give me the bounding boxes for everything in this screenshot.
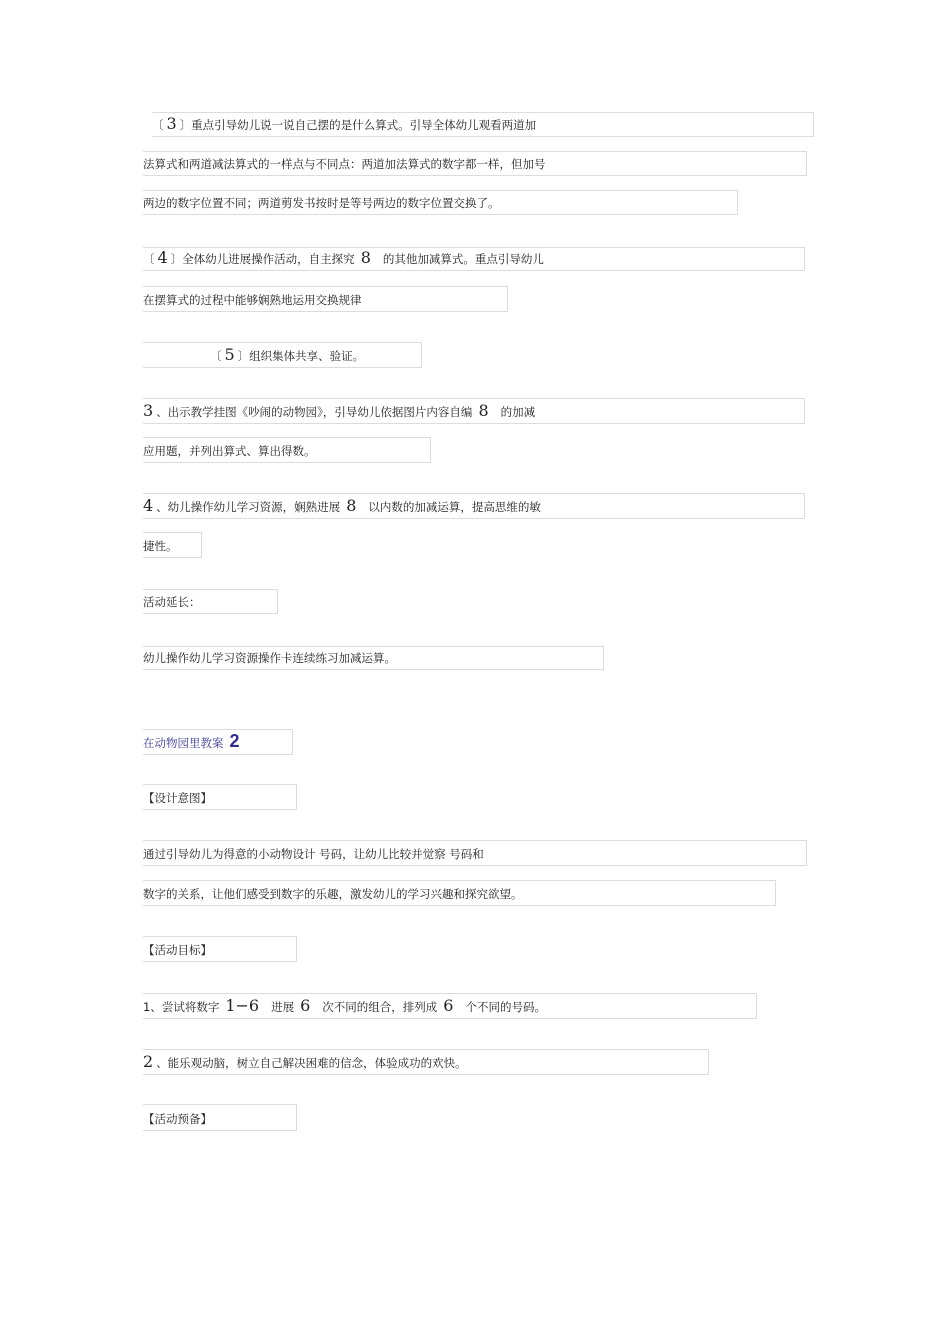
paragraph-5 [143,342,422,368]
section-title: 【活动预备】 [143,1111,212,1126]
preparation-title [143,1104,297,1131]
paragraph-text: 捷性。 [143,538,178,553]
step-4-line-1 [143,493,805,519]
paragraph-text: 〕全体幼儿进展操作活动，自主探究 [170,251,355,266]
section-title: 【活动目标】 [143,942,212,957]
paragraph-text: 、幼儿操作幼儿学习资源，娴熟进展 [156,499,341,514]
bracket-open: 〔 [210,348,222,363]
design-intent-line-1 [143,840,807,866]
lesson-number: 2 [229,731,240,751]
paragraph-text: 应用题，并列出算式、算出得数。 [143,443,316,458]
paragraph-text: 〕组织集体共享、验证。 [237,348,365,363]
number-six: 6 [300,996,311,1015]
paragraph-3-line-1 [152,112,814,137]
bracket-open: 〔 [152,117,164,132]
paragraph-3-line-3 [143,190,738,215]
paragraph-4-line-1 [143,247,805,271]
section-title: 活动延长： [143,594,201,609]
paragraph-4-line-2 [143,286,508,312]
paragraph-text: 个不同的号码。 [465,999,546,1014]
paragraph-3-line-2 [143,151,807,176]
paragraph-text: 幼儿操作幼儿学习资源操作卡连续练习加减运算。 [143,650,396,665]
number-eight: 8 [346,496,357,515]
paragraph-text: 通过引导幼儿为得意的小动物设计 号码，让幼儿比较并觉察 号码和 [143,846,484,861]
goal-1 [143,993,757,1019]
paragraph-text: 进展 [271,999,295,1014]
design-intent-line-2 [143,880,776,906]
paragraph-text: 的其他加减算式。重点引导幼儿 [382,251,544,266]
section-title: 【设计意图】 [143,790,212,805]
paragraph-text: 两边的数字位置不同；两道剪发书按时是等号两边的数字位置交换了。 [143,195,500,210]
item-number: 5 [224,345,235,364]
goal-2 [143,1049,709,1075]
step-number: 4 [143,496,154,515]
paragraph-text: 次不同的组合，排列成 [322,999,438,1014]
lesson-title-text: 在动物园里教案 [143,735,224,750]
extension-title [143,589,278,614]
step-3-line-1 [143,398,805,424]
paragraph-text: 〕重点引导幼儿说一说自己摆的是什么算式。引导全体幼儿观看两道加 [179,117,537,132]
item-number: 4 [157,248,168,267]
paragraph-text: 、出示教学挂图《吵闹的动物园》，引导幼儿依据图片内容自编 [156,404,473,419]
number-eight: 8 [478,401,489,420]
goals-title [143,936,297,962]
paragraph-text: 法算式和两道减法算式的一样点与不同点：两道加法算式的数字都一样，但加号 [143,156,546,171]
lesson-2-title [143,729,293,755]
step-4-line-2 [143,532,202,558]
number-eight: 8 [360,248,371,267]
paragraph-text: 在摆算式的过程中能够娴熟地运用交换规律 [143,292,362,307]
goal-number: 2 [143,1052,154,1071]
step-number: 3 [143,401,154,420]
step-3-line-2 [143,437,431,463]
design-intent-title [143,784,297,810]
item-number: 3 [166,114,177,133]
paragraph-text: 数字的关系，让他们感受到数字的乐趣，激发幼儿的学习兴趣和探究欲望。 [143,886,523,901]
number-six: 6 [443,996,454,1015]
extension-text [143,646,604,670]
paragraph-text: 1、尝试将数字 [143,999,220,1014]
paragraph-text: 、能乐观动脑，树立自己解决困难的信念，体验成功的欢快。 [156,1055,467,1070]
bracket-open: 〔 [143,251,155,266]
digit-range: 1−6 [225,996,260,1015]
paragraph-text: 以内数的加减运算，提高思维的敏 [368,499,541,514]
paragraph-text: 的加减 [500,404,536,419]
